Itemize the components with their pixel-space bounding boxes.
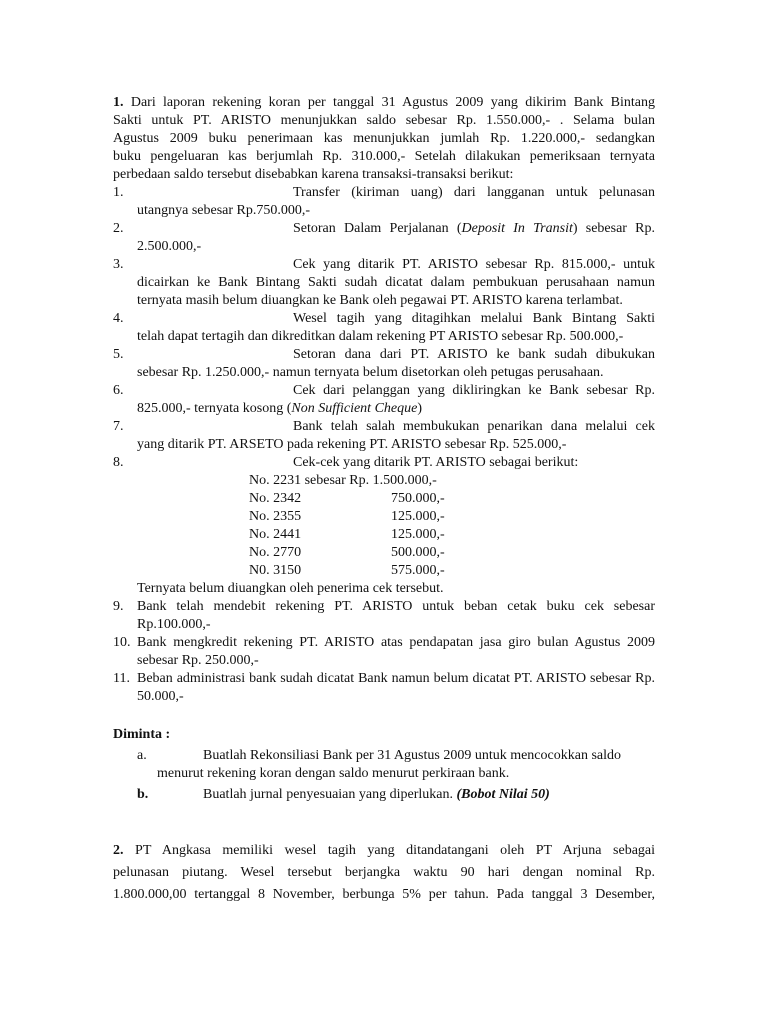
cheque-amount: 500.000,- — [391, 545, 445, 560]
q2-text-1: PT Angkasa memiliki wesel tagih yang ditandatangani oleh PT Arjuna sebagai — [135, 843, 656, 858]
item-first-line: Cek yang ditarik PT. ARISTO sebesar Rp. 815.000,- untuk — [293, 257, 655, 272]
list-item — [113, 382, 655, 418]
item-text: Setoran Dalam Perjalanan ( — [293, 221, 462, 236]
requirement-text — [113, 786, 655, 804]
list-item — [113, 418, 655, 454]
cheque-amount: 575.000,- — [391, 563, 445, 578]
item-rest: yang ditarik PT. ARSETO pada rekening PT. ARISTO sebesar Rp. 525.000,- — [137, 437, 567, 452]
item-number: 4. — [113, 311, 124, 326]
cheque-number: No. 2355 — [249, 509, 302, 524]
item-first-line: Setoran dana dari PT. ARISTO ke bank sudah dibukukan — [293, 347, 655, 362]
requirement-text-plain: Buatlah jurnal penyesuaian yang diperlukan. — [203, 787, 453, 802]
item-number: 5. — [113, 347, 124, 362]
list-item — [113, 310, 655, 346]
cheque-number: No. 2342 — [249, 491, 302, 506]
item-number: 11. — [113, 671, 130, 686]
q1-transaction-list-2 — [113, 598, 655, 706]
item-first-line: Transfer (kiriman uang) dari langganan untuk pelunasan — [293, 185, 655, 200]
cheque-note: Ternyata belum diuangkan oleh penerima cek tersebut. — [137, 581, 444, 596]
list-item — [113, 184, 655, 220]
q1-intro-line-1 — [113, 94, 655, 112]
item-first-line: Bank telah salah membukukan penarikan dana melalui cek — [293, 419, 655, 434]
item-text: Bank mengkredit rekening PT. ARISTO atas pendapatan jasa giro bulan Agustus 2009 sebesar Rp. 250.000,- — [137, 635, 655, 668]
list-item — [113, 220, 655, 256]
item-rest: sebesar Rp. 1.250.000,- namun ternyata belum disetorkan oleh petugas perusahaan. — [137, 365, 604, 380]
q2-line-2: pelunasan piutang. Wesel tersebut berjangka waktu 90 hari dengan nominal Rp. — [113, 865, 655, 880]
cheque-row — [249, 526, 655, 544]
cheque-amount: 125.000,- — [391, 509, 445, 524]
q2-line-1 — [113, 840, 655, 862]
q1-intro-line-2: Sakti untuk PT. ARISTO menunjukkan saldo sebesar Rp. 1.550.000,- . Selama bulan — [113, 113, 655, 128]
document-content — [113, 94, 655, 906]
q2-number: 2. — [113, 843, 124, 858]
list-item — [113, 256, 655, 310]
cheque-row — [249, 544, 655, 562]
weight-note: (Bobot Nilai 50) — [456, 787, 550, 802]
item-number: 10. — [113, 635, 131, 650]
item-text: Bank telah mendebit rekening PT. ARISTO untuk beban cetak buku cek sebesar Rp.100.000,- — [137, 599, 655, 632]
item-italic-text: Deposit In Transit — [461, 221, 573, 236]
q2-paragraph — [113, 840, 655, 906]
item-number: 8. — [113, 455, 124, 470]
item-number: 6. — [113, 383, 124, 398]
q1-intro-line-5: perbedaan saldo tersebut disebabkan karena transaksi-transaksi berikut: — [113, 167, 514, 182]
cheque-number: No. 2770 — [249, 545, 302, 560]
item-number: 1. — [113, 185, 124, 200]
item-text: Beban administrasi bank sudah dicatat Bank namun belum dicatat PT. ARISTO sebesar Rp. 50.000,- — [137, 671, 655, 704]
item-rest — [137, 400, 655, 418]
q2-line-3: 1.800.000,00 tertanggal 8 November, berbunga 5% per tahun. Pada tanggal 3 Desember, — [113, 887, 655, 902]
cheque-number: N0. 3150 — [249, 563, 302, 578]
q1-intro-text-1: Dari laporan rekening koran per tanggal 31 Agustus 2009 yang dikirim Bank Bintang — [130, 95, 655, 110]
item-text: ) sebesar Rp. — [572, 221, 656, 236]
item-rest: 2.500.000,- — [137, 239, 202, 254]
q1-transaction-list — [113, 184, 655, 472]
cheque-amount: 125.000,- — [391, 527, 445, 542]
item-text: 825.000,- ternyata kosong ( — [137, 401, 292, 416]
requirements-title: Diminta : — [113, 727, 171, 742]
item-rest: utangnya sebesar Rp.750.000,- — [137, 203, 311, 218]
cheque-list — [249, 472, 655, 580]
cheque-row — [249, 508, 655, 526]
cheque-number: No. 2231 sebesar Rp. 1.500.000,- — [249, 473, 437, 488]
requirement-text: Buatlah Rekonsiliasi Bank per 31 Agustus 2009 untuk mencocokkan saldo — [203, 748, 622, 763]
item-first-line: Cek dari pelanggan yang dikliringkan ke Bank sebesar Rp. — [293, 383, 655, 398]
q1-intro — [113, 94, 655, 184]
list-item — [113, 634, 655, 670]
item-number: 7. — [113, 419, 124, 434]
item-text: ) — [417, 401, 423, 416]
requirement-label: a. — [137, 748, 147, 763]
list-item — [113, 670, 655, 706]
item-rest: dicairkan ke Bank Bintang Sakti sudah dicatat dalam pembukuan perusahaan namun ternyata masih belum diuangkan ke Bank oleh pegawai PT. ARISTO karena terlambat. — [137, 275, 655, 308]
cheque-row — [249, 490, 655, 508]
item-number: 2. — [113, 221, 124, 236]
requirement-label: b. — [137, 787, 149, 802]
cheque-row — [249, 562, 655, 580]
item-first-line — [137, 220, 655, 238]
cheque-number: No. 2441 — [249, 527, 302, 542]
item-number: 9. — [113, 599, 124, 614]
requirement-a — [113, 747, 655, 783]
cheque-amount: 750.000,- — [391, 491, 445, 506]
list-item — [113, 598, 655, 634]
list-item — [113, 346, 655, 382]
item-number: 3. — [113, 257, 124, 272]
item-first-line: Wesel tagih yang ditagihkan melalui Bank Bintang Sakti — [293, 311, 655, 326]
requirement-text-cont: menurut rekening koran dengan saldo menurut perkiraan bank. — [157, 766, 510, 781]
requirement-b — [113, 786, 655, 804]
q1-intro-line-4: buku pengeluaran kas berjumlah Rp. 310.000,- Setelah dilakukan pemeriksaan ternyata — [113, 149, 655, 164]
item-italic-text: Non Sufficient Cheque — [291, 401, 418, 416]
item-first-line: Cek-cek yang ditarik PT. ARISTO sebagai berikut: — [293, 455, 579, 470]
q1-intro-line-3: Agustus 2009 buku penerimaan kas menunjukkan jumlah Rp. 1.220.000,- sedangkan — [113, 131, 655, 146]
list-item — [113, 454, 655, 472]
q1-number: 1. — [113, 95, 124, 110]
cheque-row — [249, 472, 655, 490]
item-rest: telah dapat tertagih dan dikreditkan dalam rekening PT ARISTO sebesar Rp. 500.000,- — [137, 329, 624, 344]
